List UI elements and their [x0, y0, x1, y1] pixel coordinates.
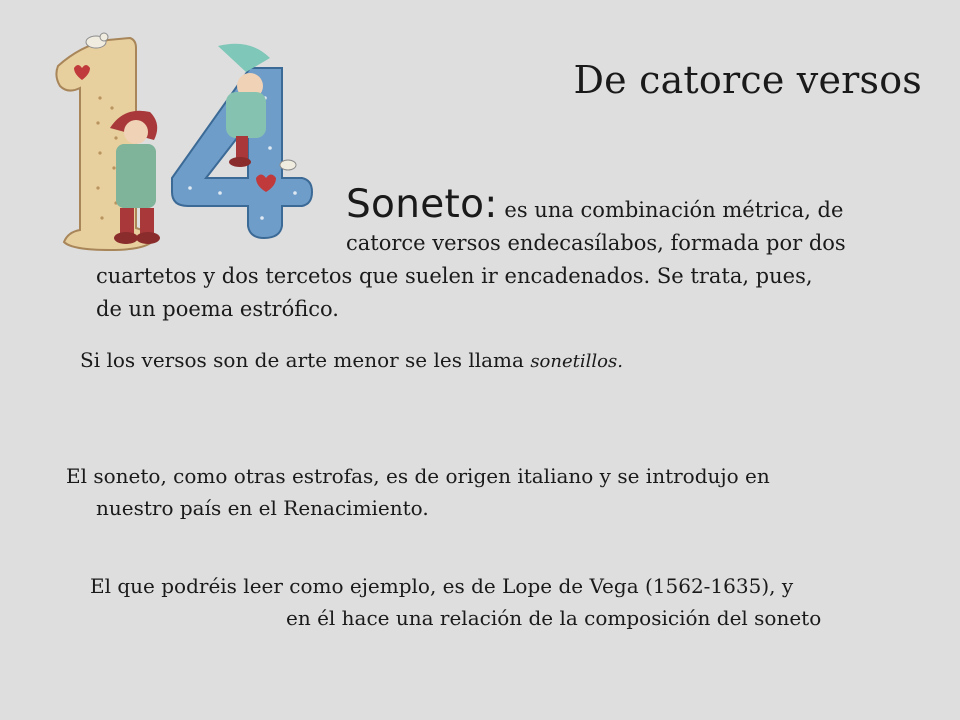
soneto-line-4: de un poema estrófico. [96, 297, 339, 321]
origen-line-1: El soneto, como otras estrofas, es de origen italiano y se introdujo en [66, 464, 770, 488]
soneto-line-1 [66, 182, 916, 227]
soneto-definition [66, 182, 916, 326]
sonetillos-paragraph [80, 344, 623, 378]
ejemplo-line-1: El que podréis leer como ejemplo, es de Lope de Vega (1562-1635), y [90, 574, 794, 598]
soneto-term: Soneto: [346, 182, 498, 227]
ejemplo-line-2: en él hace una relación de la composición del soneto [286, 606, 822, 630]
slide-title: De catorce versos [573, 58, 922, 102]
soneto-line-2: catorce versos endecasílabos, formada por dos [346, 231, 846, 255]
sonetillos-term: sonetillos. [530, 351, 623, 372]
soneto-text-1: es una combinación métrica, de [504, 198, 844, 222]
origen-paragraph [66, 460, 916, 524]
soneto-line-3: cuartetos y dos tercetos que suelen ir encadenados. Se trata, pues, [96, 264, 813, 288]
sonetillos-text: Si los versos son de arte menor se les llama [80, 348, 531, 372]
origen-line-2: nuestro país en el Renacimiento. [96, 496, 429, 520]
ejemplo-paragraph [66, 570, 916, 634]
